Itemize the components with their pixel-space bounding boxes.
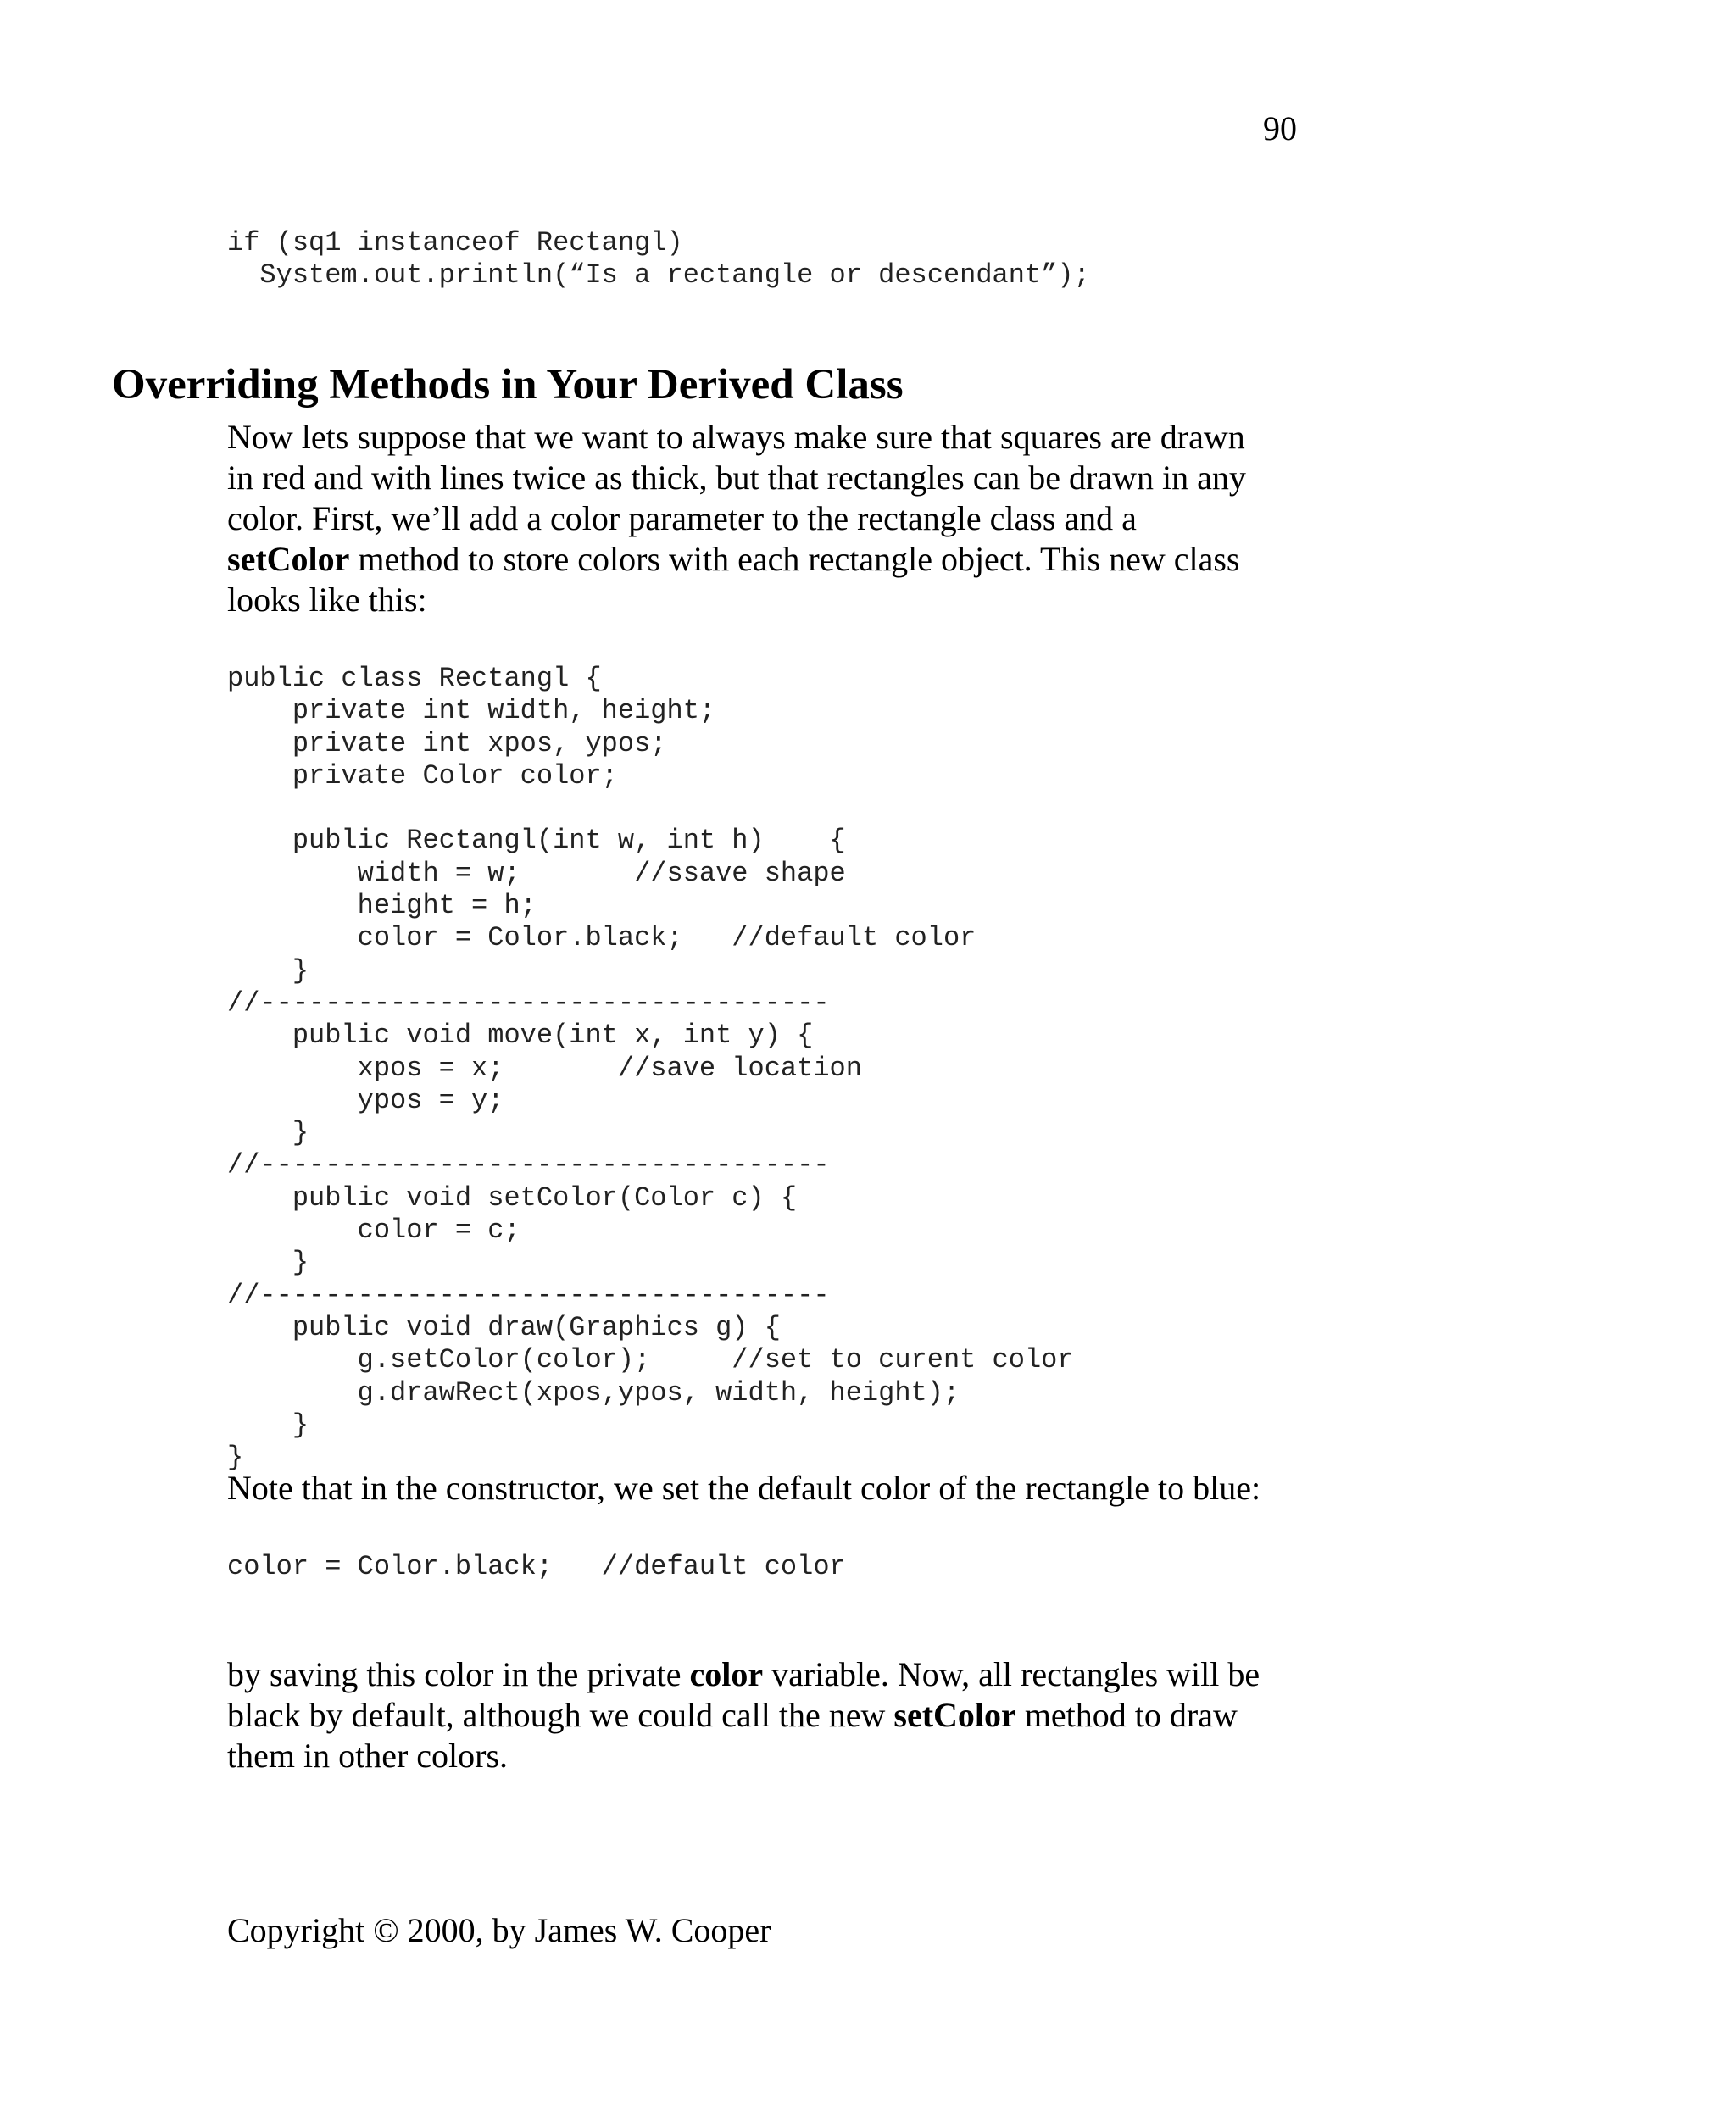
intro-paragraph [227, 417, 1312, 620]
intro-line: in red and with lines twice as thick, but that rectangles can be drawn in any [227, 459, 1246, 497]
copyright-footer: Copyright © 2000, by James W. Cooper [227, 1911, 771, 1949]
setcolor-term: setColor [227, 540, 350, 578]
note-line: Note that in the constructor, we set the default color of the rectangle to blue: [227, 1469, 1261, 1507]
code-block-default-color: color = Color.black; //default color [227, 1551, 846, 1582]
saving-text: variable. Now, all rectangles will be [763, 1655, 1260, 1693]
saving-text: by saving this color in the private [227, 1655, 690, 1693]
intro-line [227, 539, 1312, 580]
intro-line: Now lets suppose that we want to always make sure that squares are drawn [227, 418, 1245, 456]
saving-text: black by default, although we could call the new [227, 1696, 894, 1734]
saving-text: method to draw [1015, 1696, 1238, 1734]
section-heading: Overriding Methods in Your Derived Class [112, 361, 904, 409]
code-block-instanceof: if (sq1 instanceof Rectangl) System.out.println(“Is a rectangle or descendant”); [227, 227, 1090, 292]
color-term: color [689, 1655, 764, 1693]
setcolor-term: setColor [893, 1696, 1016, 1734]
saving-line [227, 1654, 1312, 1695]
page-number: 90 [1263, 109, 1297, 147]
saving-paragraph [227, 1654, 1312, 1776]
note-paragraph [227, 1468, 1312, 1509]
intro-line: looks like this: [227, 581, 427, 619]
intro-line: color. First, we’ll add a color parameter to the rectangle class and a [227, 499, 1137, 537]
saving-line: them in other colors. [227, 1737, 509, 1775]
intro-line-text: method to store colors with each rectangle object. This new class [349, 540, 1240, 578]
code-block-rectangl-class: public class Rectangl { private int width, height; private int xpos, ypos; private Color color; public Rectangl(int w, int h) { width = w; //ssave shape height = h; color = Color.black; //default color } //----------------------------------- public void move(int x, int y) { xpos = x; //save location ypos = y; } //----------------------------------- public void setColor(Color c) { color = c; } //----------------------------------- public void draw(Graphics g) { g.setColor(color); //set to curent color g.drawRect(xpos,ypos, width, height); } } [227, 663, 1074, 1474]
saving-line [227, 1695, 1312, 1736]
